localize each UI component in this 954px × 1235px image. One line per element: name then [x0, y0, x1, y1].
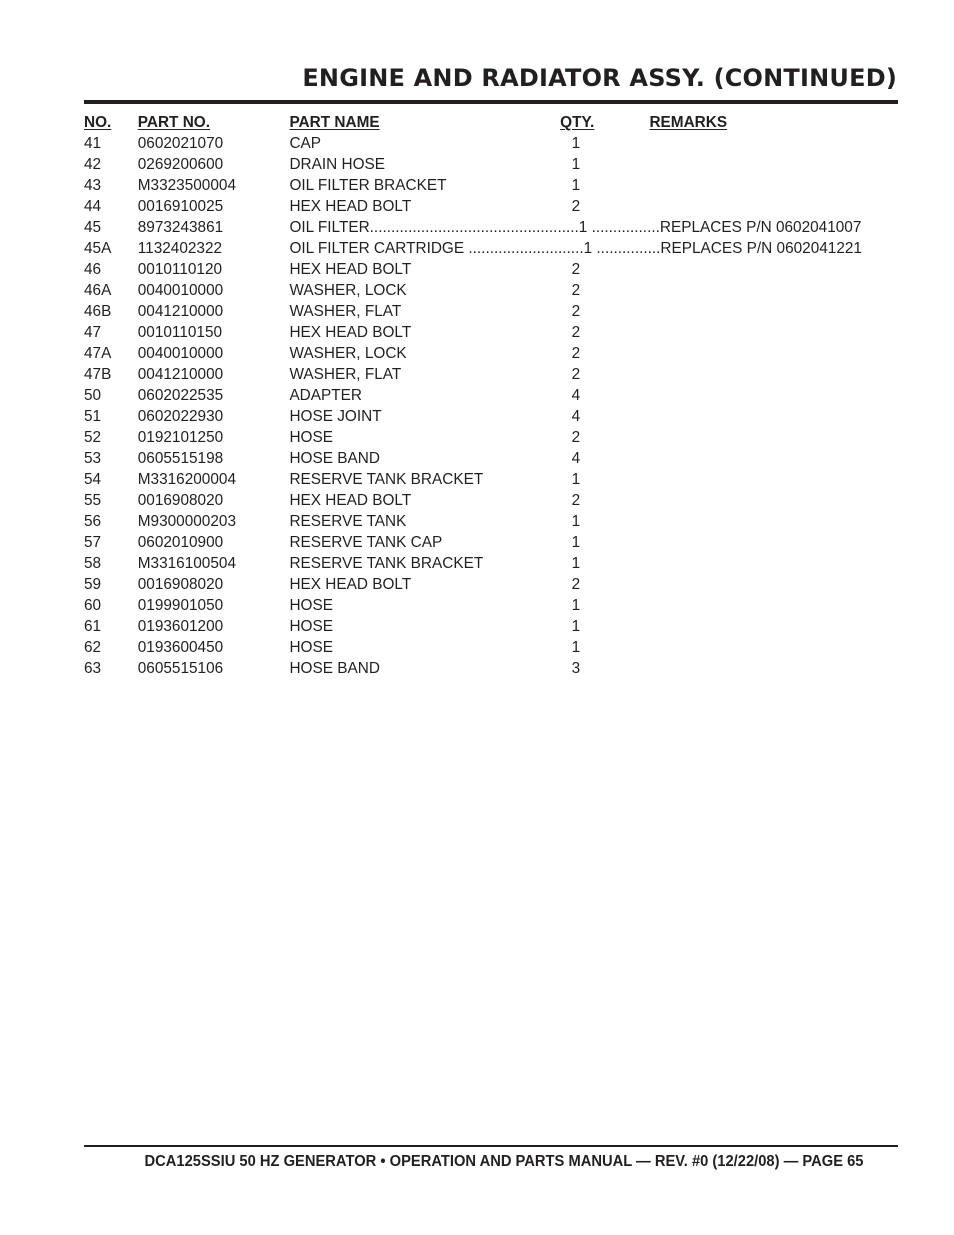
- table-row: [84, 490, 865, 511]
- table-header: [84, 112, 865, 133]
- header-qty: QTY.: [560, 114, 595, 131]
- row-qty: 1: [571, 639, 581, 656]
- row-qty: 4: [571, 450, 581, 467]
- table-row: [84, 658, 865, 679]
- table-row: [84, 637, 865, 658]
- row-no: 47B: [84, 366, 112, 383]
- table-row: [84, 427, 865, 448]
- row-qty: 2: [571, 198, 581, 215]
- row-part-no: 0040010000: [137, 282, 224, 299]
- row-part-name: HEX HEAD BOLT: [289, 324, 412, 341]
- table-row: [84, 217, 865, 238]
- row-part-name: HOSE: [289, 597, 333, 614]
- table-row: [84, 385, 865, 406]
- row-no: 43: [84, 177, 102, 194]
- title-rule: [84, 100, 898, 104]
- row-part-name: WASHER, LOCK: [289, 282, 407, 299]
- row-part-no: 0602022535: [137, 387, 224, 404]
- row-part-name: RESERVE TANK: [289, 513, 407, 530]
- row-qty: 2: [571, 429, 581, 446]
- row-part-name: HOSE: [289, 639, 333, 656]
- row-part-no: 0269200600: [137, 156, 224, 173]
- row-part-no: 0041210000: [137, 366, 224, 383]
- table-row: [84, 364, 865, 385]
- row-no: 45A: [84, 240, 112, 257]
- table-row: [84, 448, 865, 469]
- page-footer: DCA125SSIU 50 HZ GENERATOR • OPERATION AND PARTS MANUAL — REV. #0 (12/22/08) — PAGE 65: [144, 1153, 863, 1170]
- row-part-no: 0193601200: [137, 618, 224, 635]
- row-part-name: WASHER, FLAT: [289, 366, 402, 383]
- header-remarks: REMARKS: [649, 114, 728, 131]
- footer-rule: [84, 1145, 898, 1147]
- row-qty: 1: [571, 597, 581, 614]
- table-body: [84, 133, 865, 679]
- row-part-name: HOSE: [289, 618, 333, 635]
- row-qty: 4: [571, 387, 581, 404]
- table-row: [84, 175, 865, 196]
- table-row: [84, 280, 865, 301]
- row-qty: 2: [571, 345, 581, 362]
- row-name-qty-remarks: OIL FILTER.................................................1 ................REPLACES P/N 0602041007: [289, 219, 862, 236]
- row-no: 55: [84, 492, 102, 509]
- row-qty: 2: [571, 492, 581, 509]
- row-part-no: 0016908020: [137, 576, 224, 593]
- row-part-no: 0199901050: [137, 597, 224, 614]
- row-part-name: HEX HEAD BOLT: [289, 576, 412, 593]
- row-qty: 1: [571, 471, 581, 488]
- row-qty: 3: [571, 660, 581, 677]
- row-qty: 1: [571, 513, 581, 530]
- row-part-name: OIL FILTER BRACKET: [289, 177, 447, 194]
- row-no: 41: [84, 135, 102, 152]
- row-part-no: 0192101250: [137, 429, 224, 446]
- parts-table: [84, 112, 865, 679]
- table-row: [84, 238, 865, 259]
- row-part-no: 0010110150: [137, 324, 223, 341]
- table-row: [84, 133, 865, 154]
- row-part-name: HOSE JOINT: [289, 408, 382, 425]
- row-qty: 2: [571, 366, 581, 383]
- row-qty: 1: [571, 177, 581, 194]
- row-part-name: DRAIN HOSE: [289, 156, 386, 173]
- row-qty: 2: [571, 282, 581, 299]
- row-no: 61: [84, 618, 102, 635]
- table-row: [84, 469, 865, 490]
- row-part-no: 0602021070: [137, 135, 224, 152]
- row-name-qty-remarks: OIL FILTER CARTRIDGE ...........................1 ...............REPLACES P/N 0602041221: [289, 240, 862, 257]
- row-part-no: 0041210000: [137, 303, 224, 320]
- row-part-name: ADAPTER: [289, 387, 362, 404]
- row-no: 46A: [84, 282, 112, 299]
- row-no: 54: [84, 471, 102, 488]
- table-row: [84, 301, 865, 322]
- row-qty: 1: [571, 555, 581, 572]
- row-part-no: M3316100504: [137, 555, 236, 572]
- row-no: 58: [84, 555, 102, 572]
- page-title: ENGINE AND RADIATOR ASSY. (CONTINUED): [302, 64, 897, 92]
- row-part-no: 1132402322: [137, 240, 223, 257]
- row-part-name: HOSE BAND: [289, 660, 380, 677]
- row-no: 46B: [84, 303, 112, 320]
- row-part-no: M3316200004: [137, 471, 236, 488]
- table-row: [84, 553, 865, 574]
- table-row: [84, 154, 865, 175]
- table-row: [84, 595, 865, 616]
- row-part-name: HEX HEAD BOLT: [289, 198, 412, 215]
- row-no: 47A: [84, 345, 112, 362]
- table-row: [84, 574, 865, 595]
- row-qty: 1: [571, 534, 581, 551]
- row-no: 42: [84, 156, 102, 173]
- row-no: 50: [84, 387, 102, 404]
- row-part-no: 0193600450: [137, 639, 224, 656]
- row-qty: 2: [571, 324, 581, 341]
- row-no: 62: [84, 639, 102, 656]
- row-no: 44: [84, 198, 102, 215]
- table-row: [84, 343, 865, 364]
- row-no: 53: [84, 450, 102, 467]
- row-qty: 1: [571, 618, 581, 635]
- row-part-name: HEX HEAD BOLT: [289, 492, 412, 509]
- row-part-no: 8973243861: [137, 219, 224, 236]
- row-qty: 2: [571, 303, 581, 320]
- row-no: 56: [84, 513, 102, 530]
- row-part-no: 0602022930: [137, 408, 224, 425]
- row-no: 46: [84, 261, 102, 278]
- row-no: 59: [84, 576, 102, 593]
- row-qty: 4: [571, 408, 581, 425]
- row-part-name: HEX HEAD BOLT: [289, 261, 412, 278]
- row-part-name: WASHER, FLAT: [289, 303, 402, 320]
- row-part-name: RESERVE TANK BRACKET: [289, 471, 484, 488]
- table-row: [84, 259, 865, 280]
- row-qty: 2: [571, 261, 581, 278]
- row-part-no: M3323500004: [137, 177, 236, 194]
- row-part-no: 0605515106: [137, 660, 224, 677]
- row-part-no: M9300000203: [137, 513, 236, 530]
- row-no: 45: [84, 219, 102, 236]
- row-part-no: 0602010900: [137, 534, 224, 551]
- header-part-no: PART NO.: [137, 114, 211, 131]
- row-part-name: WASHER, LOCK: [289, 345, 407, 362]
- row-part-no: 0016910025: [137, 198, 224, 215]
- header-part-name: PART NAME: [289, 114, 380, 131]
- row-part-name: HOSE: [289, 429, 333, 446]
- row-part-no: 0010110120: [137, 261, 223, 278]
- row-qty: 1: [571, 156, 581, 173]
- table-row: [84, 616, 865, 637]
- table-row: [84, 322, 865, 343]
- row-no: 60: [84, 597, 102, 614]
- row-no: 51: [84, 408, 102, 425]
- row-part-name: RESERVE TANK CAP: [289, 534, 443, 551]
- row-part-no: 0040010000: [137, 345, 224, 362]
- row-part-name: HOSE BAND: [289, 450, 380, 467]
- table-row: [84, 406, 865, 427]
- row-no: 47: [84, 324, 102, 341]
- row-no: 52: [84, 429, 102, 446]
- table-row: [84, 532, 865, 553]
- row-no: 63: [84, 660, 102, 677]
- table-row: [84, 511, 865, 532]
- header-no: NO.: [84, 114, 112, 131]
- row-qty: 1: [571, 135, 581, 152]
- row-part-no: 0016908020: [137, 492, 224, 509]
- row-part-name: RESERVE TANK BRACKET: [289, 555, 484, 572]
- row-part-name: CAP: [289, 135, 322, 152]
- table-row: [84, 196, 865, 217]
- row-no: 57: [84, 534, 102, 551]
- row-part-no: 0605515198: [137, 450, 224, 467]
- row-qty: 2: [571, 576, 581, 593]
